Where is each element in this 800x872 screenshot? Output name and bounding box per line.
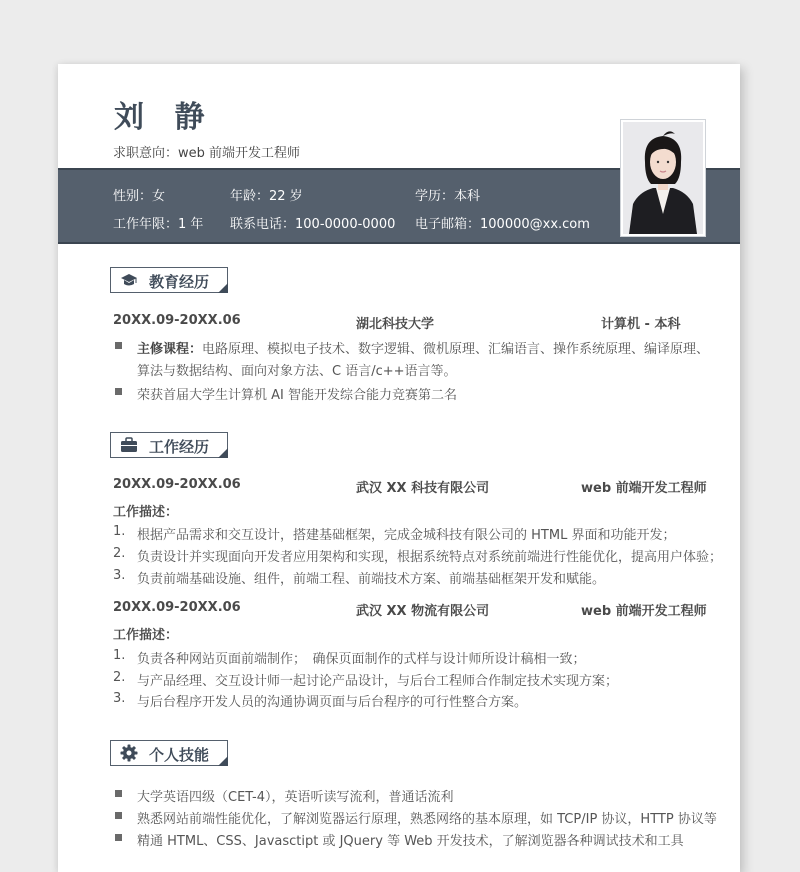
list-number: 2. <box>113 546 126 561</box>
profile-photo <box>621 120 705 236</box>
list-number: 3. <box>113 691 126 706</box>
header-corner-accent <box>218 448 228 458</box>
candidate-name: 刘 静 <box>114 100 215 135</box>
job-2-company: 武汉 XX 物流有限公司 <box>356 604 490 619</box>
work-section-title: 工作经历 <box>149 438 210 456</box>
list-number: 1. <box>113 648 126 663</box>
bullet <box>115 790 122 797</box>
courses-line-1 <box>137 338 709 357</box>
job-1-item-1: 根据产品需求和交互设计，搭建基础框架，完成金城科技有限公司的 HTML 界面和功能开发； <box>137 528 676 543</box>
job-1-date: 20XX.09-20XX.06 <box>113 477 241 492</box>
bullet <box>115 812 122 819</box>
age-field: 年龄：22 岁 <box>230 189 303 204</box>
bullet <box>115 342 122 349</box>
skill-2: 熟悉网站前端性能优化，了解浏览器运行原理，熟悉网络的基本原理，如 TCP/IP 协议，HTTP 协议等 <box>137 812 717 827</box>
skills-section-header <box>110 740 228 766</box>
job-intent-label: 求职意向： <box>113 146 179 161</box>
education-section-header <box>110 267 228 293</box>
list-number: 1. <box>113 524 126 539</box>
job-2-position: web 前端开发工程师 <box>581 604 707 619</box>
courses-line-2: 算法与数据结构、面向对象方法、C 语言/c++语言等。 <box>137 364 457 379</box>
job-1-item-2: 负责设计并实现面向开发者应用架构和实现，根据系统特点对系统前端进行性能优化，提高用户体验； <box>137 550 723 565</box>
job-1-desc-label: 工作描述： <box>113 505 179 520</box>
bullet <box>115 388 122 395</box>
courses-text-1: 电路原理、模拟电子技术、数字逻辑、微机原理、汇编语言、操作系统原理、编译原理、 <box>202 342 710 357</box>
education-date: 20XX.09-20XX.06 <box>113 313 241 328</box>
phone-field: 联系电话：100-0000-0000 <box>230 217 396 232</box>
work-section-header <box>110 432 228 458</box>
skill-3: 精通 HTML、CSS、Javasctipt 或 JQuery 等 Web 开发技术，了解浏览器各种调试技术和工具 <box>137 834 684 849</box>
resume-page <box>58 64 740 872</box>
education-field: 学历：本科 <box>415 189 481 204</box>
job-2-date: 20XX.09-20XX.06 <box>113 600 241 615</box>
graduation-cap-icon <box>120 272 138 288</box>
job-1-position: web 前端开发工程师 <box>581 481 707 496</box>
gear-icon <box>120 744 138 762</box>
briefcase-icon <box>120 437 138 453</box>
header-corner-accent <box>218 756 228 766</box>
portrait-illustration <box>623 122 703 234</box>
education-section-title: 教育经历 <box>149 273 210 291</box>
courses-label: 主修课程： <box>137 342 203 357</box>
gender-field: 性别：女 <box>113 189 166 204</box>
education-major: 计算机 - 本科 <box>601 317 681 332</box>
list-number: 3. <box>113 568 126 583</box>
job-intent-value: web 前端开发工程师 <box>178 146 301 161</box>
education-school: 湖北科技大学 <box>356 317 435 332</box>
header-corner-accent <box>218 283 228 293</box>
bullet <box>115 834 122 841</box>
work-years-field: 工作年限：1 年 <box>113 217 204 232</box>
education-award: 荣获首届大学生计算机 AI 智能开发综合能力竞赛第二名 <box>137 388 457 403</box>
job-2-item-2: 与产品经理、交互设计师一起讨论产品设计，与后台工程师合作制定技术实现方案； <box>137 674 619 689</box>
job-2-desc-label: 工作描述： <box>113 628 179 643</box>
job-2-item-3: 与后台程序开发人员的沟通协调页面与后台程序的可行性整合方案。 <box>137 695 528 710</box>
job-1-company: 武汉 XX 科技有限公司 <box>356 481 490 496</box>
job-1-item-3: 负责前端基础设施、组件，前端工程、前端技术方案、前端基础框架开发和赋能。 <box>137 572 606 587</box>
skills-section-title: 个人技能 <box>149 746 210 764</box>
email-field: 电子邮箱：100000@xx.com <box>415 217 590 232</box>
skill-1: 大学英语四级（CET-4），英语听读写流利，普通话流利 <box>137 790 454 805</box>
job-2-item-1: 负责各种网站页面前端制作； 确保页面制作的式样与设计师所设计稿相一致； <box>137 652 586 667</box>
list-number: 2. <box>113 670 126 685</box>
